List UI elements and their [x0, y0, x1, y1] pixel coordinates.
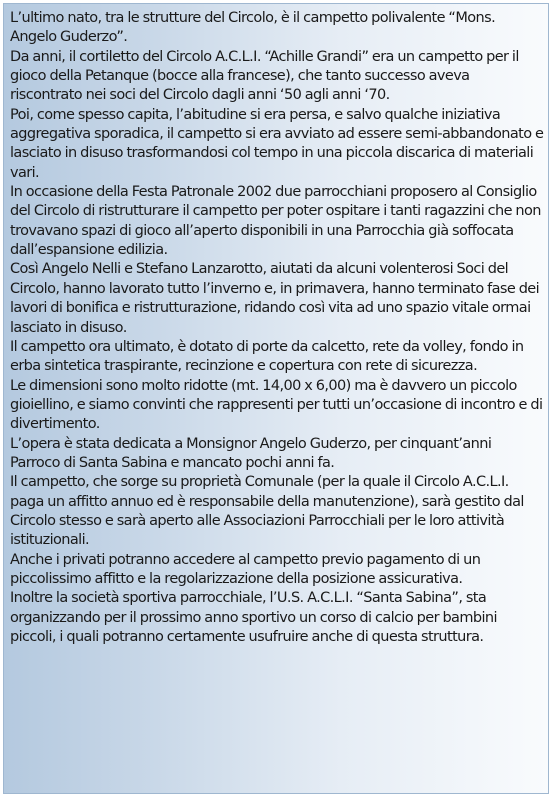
paragraph-history: Da anni, il cortiletto del Circolo A.C.L.I. “Achille Grandi” era un campetto per il gioco della Petanque (bocce alla francese), che tanto successo aveva riscontrato nei soci del Circolo dagli anni ‘50 agli anni ‘70. — [10, 48, 519, 104]
article-text-box — [3, 3, 549, 794]
paragraph-dimensions: Le dimensioni sono molto ridotte (mt. 14,00 x 6,00) ma è davvero un piccolo gioiellino, e siamo convinti che rappresenti per tutti un’occasione di incontro e di divertimento. — [10, 377, 543, 433]
paragraph-dedication: L’opera è stata dedicata a Monsignor Angelo Guderzo, per cinquant’anni Parroco di Santa Sabina e mancato pochi anni fa. — [10, 435, 492, 471]
paragraph-intro: L’ultimo nato, tra le strutture del Circolo, è il campetto polivalente “Mons. Angelo Guderzo”. — [10, 10, 496, 46]
paragraph-football-course: Inoltre la società sportiva parrocchiale, l’U.S. A.C.L.I. “Santa Sabina”, sta organizzando per il prossimo anno sportivo un corso di calcio per bambini piccoli, i quali potranno certamente usufruire anche di questa struttura. — [10, 590, 497, 645]
paragraph-decline: Poi, come spesso capita, l’abitudine si era persa, e salvo qualche iniziativa aggregativa sporadica, il campetto si era avviato ad essere semi-abbandonato e lasciato in disuso trasformandosi col tempo in una piccola discarica di materiali vari. — [10, 106, 544, 181]
paragraph-equipment: Il campetto ora ultimato, è dotato di porte da calcetto, rete da volley, fondo in erba sintetica traspirante, recinzione e copertura con rete di sicurezza. — [10, 338, 524, 375]
paragraph-works: Così Angelo Nelli e Stefano Lanzarotto, aiutati da alcuni volenterosi Soci del Circolo, hanno lavorato tutto l’inverno e, in primavera, hanno terminato fase dei lavori di bonifica e ristrutturazione, ridando così vita ad uno spazio vitale ormai lasciato in disuso. — [10, 261, 540, 336]
paragraph-proposal: In occasione della Festa Patronale 2002 due parrocchiani proposero al Consiglio del Circolo di ristrutturare il campetto per poter ospitare i tanti ragazzini che non trovavano spazi di gioco all’aperto disponibili in una Parrocchia già soffocata dall’espansione edilizia. — [10, 184, 541, 259]
paragraph-private-use: Anche i privati potranno accedere al campetto previo pagamento di un piccolissimo affitto e la regolarizzazione della posizione assicurativa. — [10, 551, 481, 587]
paragraph-management: Il campetto, che sorge su proprietà Comunale (per la quale il Circolo A.C.L.I. paga un affitto annuo ed è responsabile della manutenzione), sarà gestito dal Circolo stesso e sarà aperto alle Associazioni Parrocchiali per le loro attività istituzionali. — [10, 474, 524, 549]
